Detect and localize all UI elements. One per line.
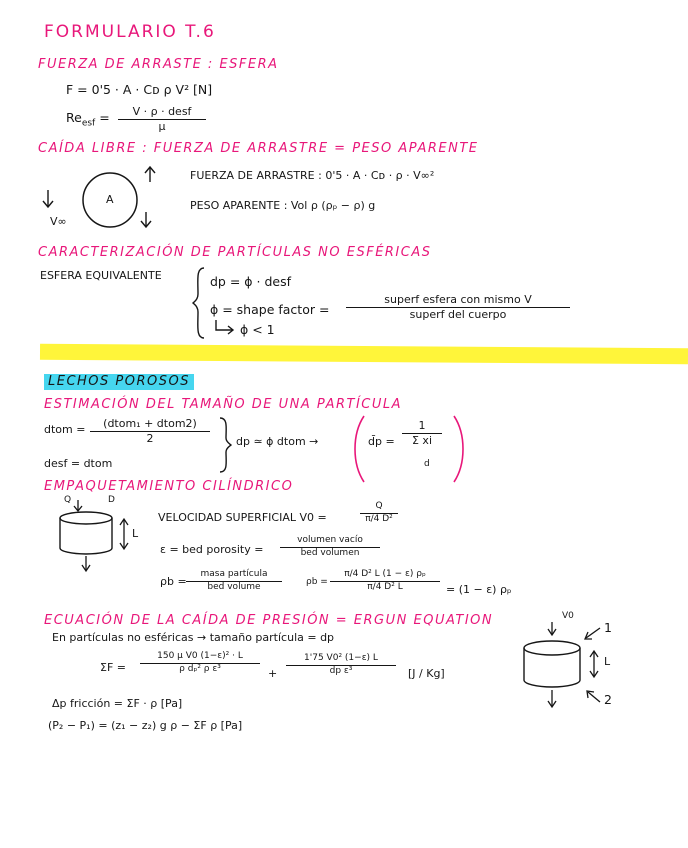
superficial-velocity-denominator: π/4 D²: [365, 513, 393, 524]
bed-length-label: L: [604, 655, 611, 668]
equivalent-sphere-label: ESFERA EQUIVALENTE: [40, 269, 162, 282]
dp-mean-subden: d: [424, 459, 430, 469]
shape-factor-denominator: superf del cuerpo: [409, 308, 507, 322]
heading-estimacion-tamano: ESTIMACIÓN DEL TAMAÑO DE UNA PARTÍCULA: [44, 397, 403, 412]
sphere-label: A: [106, 193, 114, 206]
bulk-density2-fraction: [330, 570, 440, 593]
diameter-label: D: [108, 495, 115, 505]
highlighter-divider: [40, 344, 688, 365]
terminal-velocity-label: V∞: [50, 215, 67, 228]
porosity-denominator: bed volumen: [300, 547, 360, 558]
dp-mean-numerator: 1: [418, 419, 426, 432]
bulk-density-lhs: ρb =: [160, 575, 187, 588]
dp-mean-lhs: d̄p =: [368, 435, 395, 448]
ergun-term2: [286, 654, 396, 677]
cylinder-diagram: [40, 500, 140, 580]
porosity-numerator: volumen vacío: [297, 535, 363, 545]
superficial-velocity-numerator: Q: [375, 501, 383, 511]
bed-velocity-label: V0: [562, 611, 574, 621]
free-fall-diagram: [28, 160, 168, 240]
ergun-plus: +: [268, 667, 278, 680]
reynolds-subscript: esf: [81, 118, 96, 129]
ergun-term1-numerator: 150 μ V0 (1−ε)² · L: [157, 651, 243, 661]
bulk-density2-rhs: = (1 − ε) ρₚ: [446, 583, 512, 596]
non-spherical-note: En partículas no esféricas → tamaño partícula = dp: [52, 631, 335, 644]
paren-right: [452, 414, 466, 484]
dp-mean-fraction: [402, 420, 442, 447]
flow-q-label: Q: [64, 495, 72, 505]
bulk-density2-numerator: π/4 D² L (1 − ε) ρₚ: [344, 569, 426, 579]
reynolds-symbol: Re: [66, 110, 82, 125]
ergun-unit: [J / Kg]: [408, 667, 445, 680]
heading-particulas-no-esfericas: CARACTERIZACIÓN DE PARTÍCULAS NO ESFÉRICAS: [38, 245, 432, 260]
reynolds-equals: =: [99, 110, 110, 125]
reynolds-numerator: V · ρ · desf: [132, 105, 192, 118]
phi-less-than-one: ϕ < 1: [240, 322, 275, 337]
heading-empaquetamiento: EMPAQUETAMIENTO CILÍNDRICO: [44, 479, 294, 494]
reynolds-fraction: [118, 106, 206, 133]
bulk-density-denominator: bed volume: [207, 581, 261, 592]
friction-pressure-drop: Δp fricción = ΣF · ρ [Pa]: [52, 697, 183, 710]
dtom-denominator: 2: [146, 432, 154, 446]
porosity-lhs: ε = bed porosity =: [160, 543, 264, 556]
dtom-fraction: [90, 418, 210, 445]
bulk-density2-lhs: ρb =: [306, 577, 328, 587]
closing-brace: [218, 416, 232, 474]
pressure-balance: (P₂ − P₁) = (z₁ − z₂) g ρ − ΣF ρ [Pa]: [48, 719, 243, 732]
ergun-term2-denominator: dp ε³: [329, 665, 353, 676]
bulk-density-numerator: masa partícula: [200, 569, 268, 579]
drag-force-free-fall: FUERZA DE ARRASTRE : 0'5 · A · Cᴅ · ρ · V∞²: [190, 169, 435, 182]
reynolds-lhs: [66, 112, 110, 129]
dp-equation: dp = ϕ · desf: [210, 274, 291, 289]
apparent-weight: PESO APARENTE : Vol ρ (ρₚ − ρ) g: [190, 199, 376, 212]
hook-arrow: [214, 320, 236, 336]
bed-point-2: 2: [604, 692, 612, 707]
bulk-density-fraction: [186, 570, 282, 593]
heading-caida-libre: CAÍDA LIBRE : FUERZA DE ARRASTRE = PESO APARENTE: [38, 141, 479, 156]
heading-ergun: ECUACIÓN DE LA CAÍDA DE PRESIÓN = ERGUN EQUATION: [44, 613, 494, 628]
dtom-lhs: dtom =: [44, 423, 86, 436]
reynolds-denominator: μ: [158, 120, 166, 134]
shape-factor-fraction: [346, 294, 570, 321]
shape-factor-lhs: ϕ = shape factor =: [210, 302, 330, 317]
ergun-term1-denominator: ρ dₚ² ρ ε³: [179, 663, 221, 674]
dp-mean-denominator: Σ xi: [411, 434, 432, 448]
desf-equation: desf = dtom: [44, 457, 113, 470]
curly-brace: [192, 266, 206, 340]
superficial-velocity-lhs: VELOCIDAD SUPERFICIAL V0 =: [158, 511, 327, 524]
heading-lechos-porosos: LECHOS POROSOS: [48, 374, 190, 389]
ergun-lhs: ΣF =: [100, 661, 126, 674]
dp-approx: dp ≃ ϕ dtom →: [236, 435, 319, 448]
dtom-numerator: (dtom₁ + dtom2): [103, 417, 197, 430]
ergun-term2-numerator: 1'75 V0² (1−ε) L: [304, 653, 378, 663]
length-label: L: [132, 527, 139, 540]
shape-factor-numerator: superf esfera con mismo V: [384, 293, 532, 306]
drag-force-formula: F = 0'5 · A · Cᴅ ρ V² [N]: [66, 82, 213, 97]
paren-left: [352, 414, 366, 484]
porosity-fraction: [280, 536, 380, 559]
page-title: FORMULARIO T.6: [44, 22, 216, 42]
bed-point-1: 1: [604, 620, 612, 635]
ergun-term1: [140, 652, 260, 675]
bulk-density2-denominator: π/4 D² L: [367, 581, 403, 592]
superficial-velocity-fraction: [360, 502, 398, 525]
heading-fuerza-arrastre: FUERZA DE ARRASTE : ESFERA: [38, 57, 279, 72]
